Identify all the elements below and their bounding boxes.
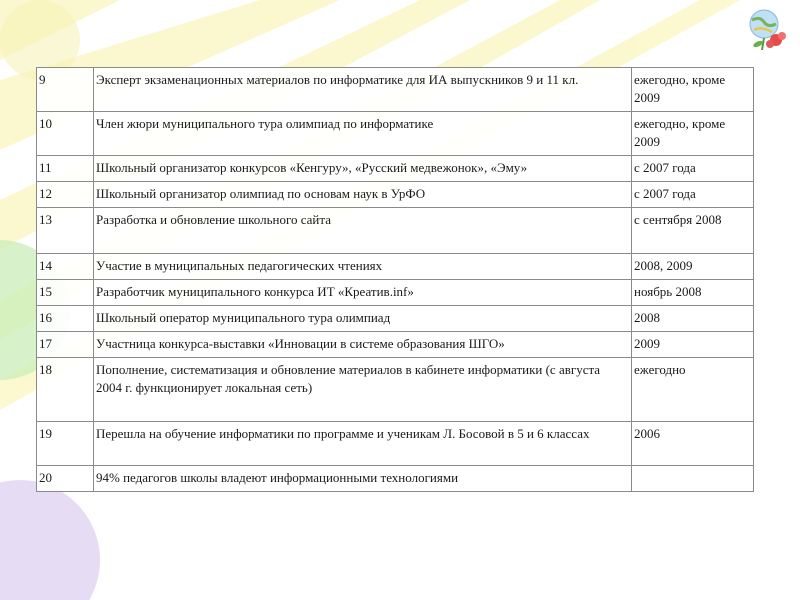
period-cell: с сентября 2008	[632, 208, 754, 254]
table-row	[37, 68, 754, 112]
period-cell: 2008, 2009	[632, 254, 754, 280]
period-cell: с 2007 года	[632, 156, 754, 182]
globe-flower-icon	[742, 4, 792, 54]
records-table-body	[37, 68, 754, 492]
period-cell: ежегодно, кроме 2009	[632, 68, 754, 112]
row-number-cell: 15	[37, 280, 94, 306]
table-row	[37, 422, 754, 466]
activity-cell: Эксперт экзаменационных материалов по информатике для ИА выпускников 9 и 11 кл.	[94, 68, 632, 112]
period-cell: с 2007 года	[632, 182, 754, 208]
activity-cell: Школьный оператор муниципального тура олимпиад	[94, 306, 632, 332]
table-row	[37, 182, 754, 208]
activity-cell: Участница конкурса-выставки «Инновации в системе образования ШГО»	[94, 332, 632, 358]
period-cell: 2006	[632, 422, 754, 466]
period-cell: ежегодно	[632, 358, 754, 422]
activity-cell: Школьный организатор конкурсов «Кенгуру», «Русский медвежонок», «Эму»	[94, 156, 632, 182]
row-number-cell: 19	[37, 422, 94, 466]
row-number-cell: 20	[37, 466, 94, 492]
activity-cell: 94% педагогов школы владеют информационными технологиями	[94, 466, 632, 492]
activity-cell: Пополнение, систематизация и обновление материалов в кабинете информатики (с августа 2004 г. функционирует локальная сеть)	[94, 358, 632, 422]
activity-cell: Разработчик муниципального конкурса ИТ «Креатив.inf»	[94, 280, 632, 306]
table-row	[37, 306, 754, 332]
period-cell: ежегодно, кроме 2009	[632, 112, 754, 156]
table-row	[37, 332, 754, 358]
row-number-cell: 12	[37, 182, 94, 208]
table-row	[37, 208, 754, 254]
table-row	[37, 156, 754, 182]
records-table-container	[36, 67, 753, 492]
table-row	[37, 280, 754, 306]
row-number-cell: 9	[37, 68, 94, 112]
period-cell	[632, 466, 754, 492]
records-table	[36, 67, 754, 492]
activity-cell: Участие в муниципальных педагогических чтениях	[94, 254, 632, 280]
row-number-cell: 17	[37, 332, 94, 358]
table-row	[37, 358, 754, 422]
activity-cell: Перешла на обучение информатики по программе и ученикам Л. Босовой в 5 и 6 классах	[94, 422, 632, 466]
row-number-cell: 16	[37, 306, 94, 332]
table-row	[37, 254, 754, 280]
activity-cell: Член жюри муниципального тура олимпиад по информатике	[94, 112, 632, 156]
row-number-cell: 11	[37, 156, 94, 182]
activity-cell: Школьный организатор олимпиад по основам наук в УрФО	[94, 182, 632, 208]
table-row	[37, 112, 754, 156]
row-number-cell: 18	[37, 358, 94, 422]
row-number-cell: 10	[37, 112, 94, 156]
row-number-cell: 14	[37, 254, 94, 280]
table-row	[37, 466, 754, 492]
period-cell: 2009	[632, 332, 754, 358]
period-cell: ноябрь 2008	[632, 280, 754, 306]
activity-cell: Разработка и обновление школьного сайта	[94, 208, 632, 254]
row-number-cell: 13	[37, 208, 94, 254]
period-cell: 2008	[632, 306, 754, 332]
violet-circle-decoration	[0, 480, 100, 600]
